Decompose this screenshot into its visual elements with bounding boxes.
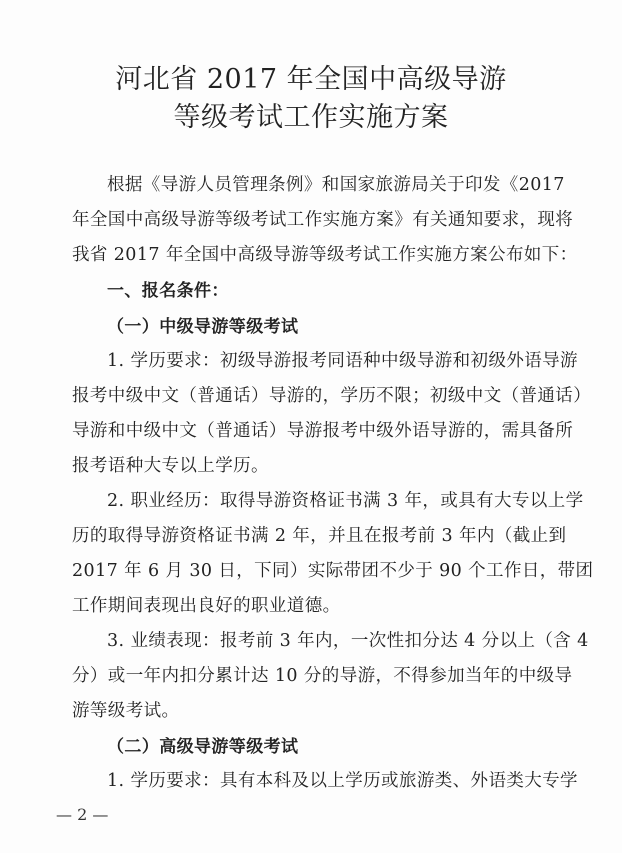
- intermediate-item1-line-2: 报考中级中文（普通话）导游的，学历不限；初级中文（普通话）: [72, 386, 592, 406]
- intermediate-item2-line-4: 工作期间表现出良好的职业道德。: [72, 596, 341, 616]
- intermediate-item1-line-3: 导游和中级中文（普通话）导游报考中级外语导游的，需具备所: [72, 421, 574, 441]
- intermediate-item2-line-1: 2. 职业经历：取得导游资格证书满 3 年，或具有大专以上学: [107, 491, 584, 511]
- intro-line-1: 根据《导游人员管理条例》和国家旅游局关于印发《2017: [107, 175, 565, 195]
- advanced-item1-line-1: 1. 学历要求：具有本科及以上学历或旅游类、外语类大专学: [107, 771, 578, 791]
- intermediate-item3-line-3: 游等级考试。: [72, 701, 180, 721]
- intermediate-item2-line-3: 2017 年 6 月 30 日，下同）实际带团不少于 90 个工作日，带团: [72, 561, 594, 581]
- intermediate-item3-line-2: 分）或一年内扣分累计达 10 分的导游，不得参加当年的中级导: [72, 666, 573, 686]
- intermediate-item2-line-2: 历的取得导游资格证书满 2 年，并且在报考前 3 年内（截止到: [72, 526, 567, 546]
- section-heading-registration: 一、报名条件：: [107, 281, 229, 301]
- intermediate-item1-line-1: 1. 学历要求：初级导游报考同语种中级导游和初级外语导游: [107, 351, 578, 371]
- subsection-heading-intermediate: （一）中级导游等级考试: [107, 317, 299, 337]
- intermediate-item1-line-4: 报考语种大专以上学历。: [72, 456, 269, 476]
- intermediate-item3-line-1: 3. 业绩表现：报考前 3 年内，一次性扣分达 4 分以上（含 4: [107, 631, 589, 651]
- subsection-heading-advanced: （二）高级导游等级考试: [107, 737, 299, 757]
- page-number: — 2 —: [56, 805, 109, 824]
- intro-line-2: 年全国中高级导游等级考试工作实施方案》有关通知要求，现将: [72, 210, 574, 230]
- document-title-line-2: 等级考试工作实施方案: [173, 102, 449, 133]
- intro-line-3: 我省 2017 年全国中高级导游等级考试工作实施方案公布如下：: [72, 245, 578, 265]
- document-title-line-1: 河北省 2017 年全国中高级导游: [115, 64, 507, 95]
